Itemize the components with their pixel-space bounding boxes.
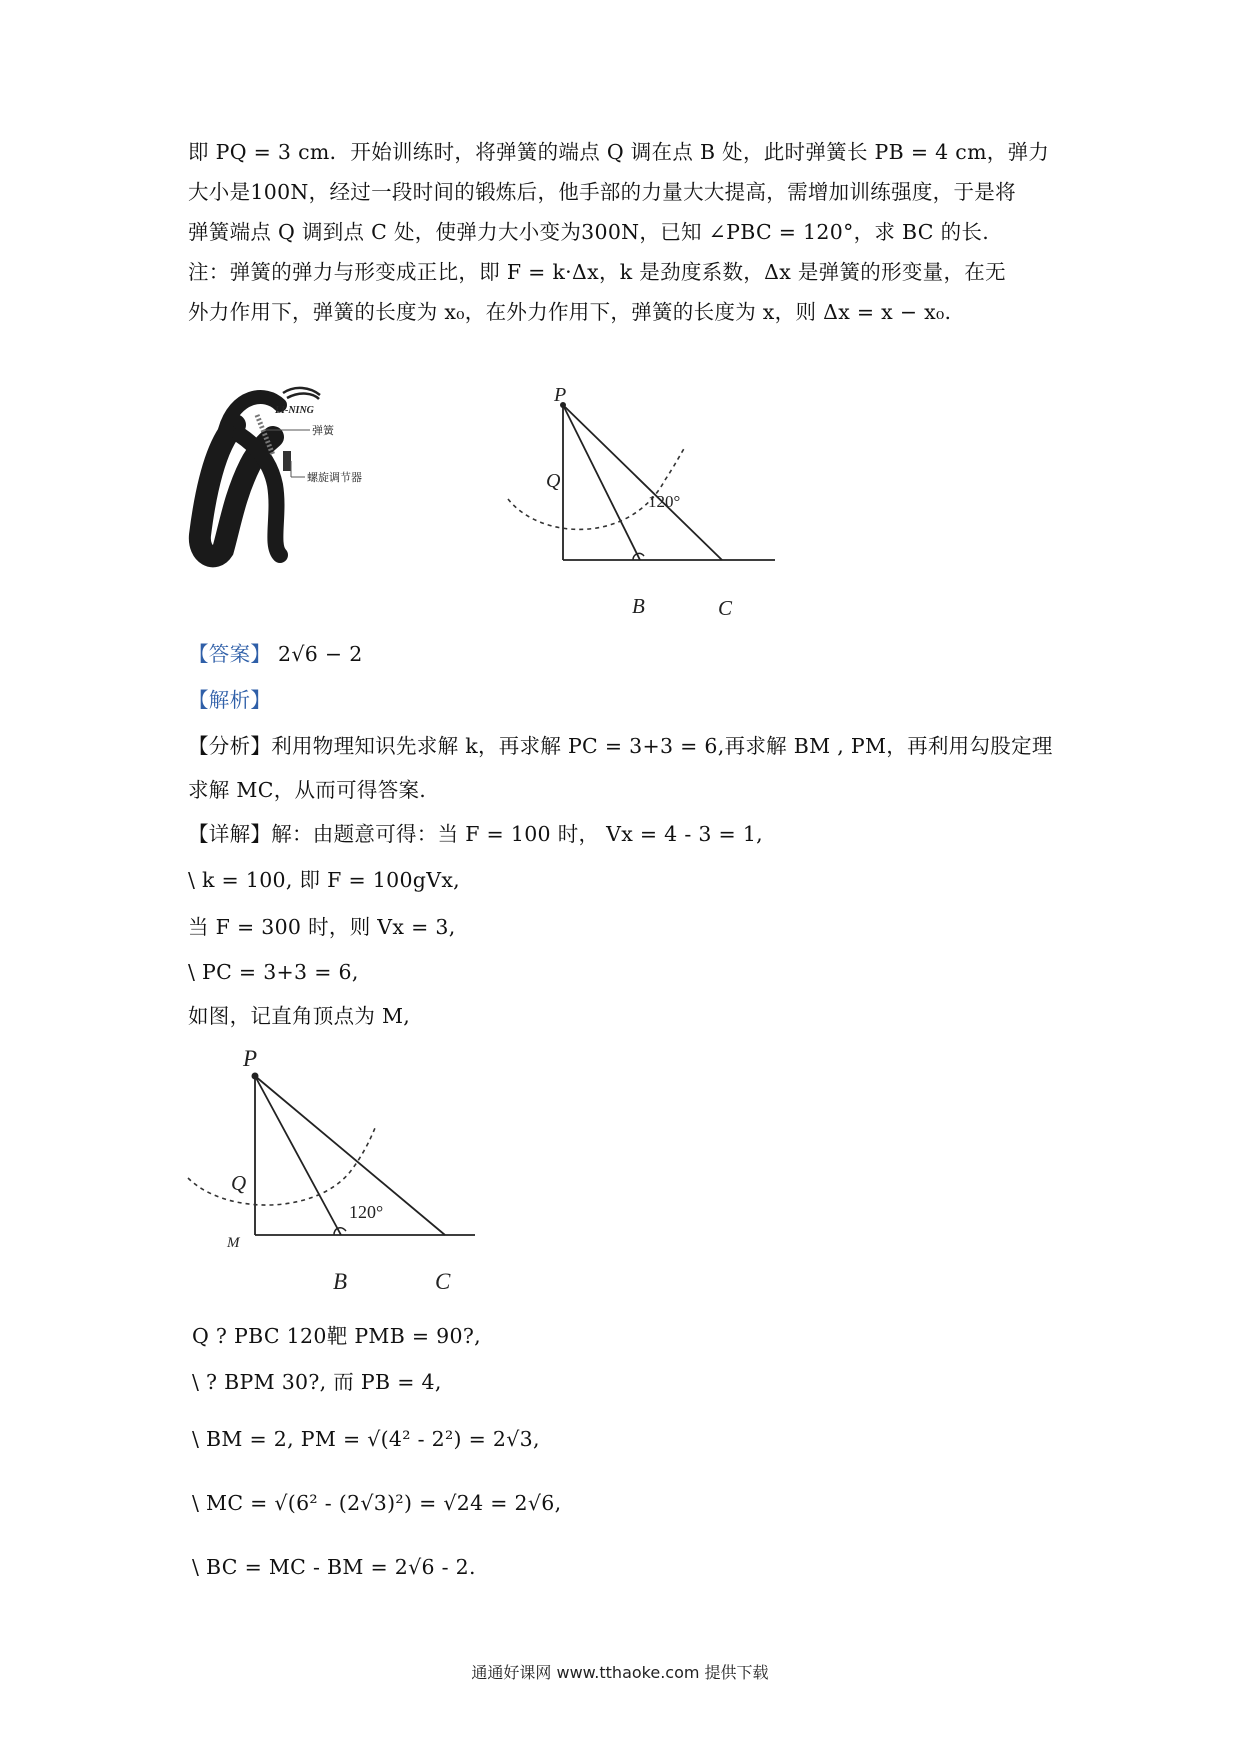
label-C: C bbox=[435, 1269, 451, 1294]
answer-value: 2√6 − 2 bbox=[278, 642, 363, 666]
adjuster-label: 螺旋调节器 bbox=[307, 472, 362, 484]
hand-gripper-figure bbox=[195, 385, 425, 585]
segment-PB bbox=[563, 405, 640, 560]
solution-line-4: \ PC = 3+3 = 6, bbox=[188, 960, 359, 984]
segment-PC bbox=[563, 405, 722, 560]
solution-line-8: \ BM = 2, PM = √(4² - 2²) = 2√3, bbox=[192, 1427, 540, 1451]
label-angle: 120° bbox=[648, 492, 681, 511]
problem-line-2: 大小是100N，经过一段时间的锻炼后，他手部的力量大大提高，需增加训练强度，于是将 bbox=[188, 180, 1016, 204]
brand-label: LI-NING bbox=[275, 405, 314, 416]
brand-logo bbox=[283, 388, 320, 399]
geometry-figure-1 bbox=[470, 384, 790, 635]
label-P: P bbox=[243, 1046, 258, 1071]
arc-dashed bbox=[188, 1128, 375, 1205]
solution-line-5: 如图，记直角顶点为 M, bbox=[188, 1004, 411, 1028]
segment-PB bbox=[255, 1076, 341, 1235]
solution-line-2: \ k = 100, 即 F = 100gVx, bbox=[188, 868, 460, 892]
label-B: B bbox=[632, 594, 645, 618]
solution-line-1: 【详解】解：由题意可得：当 F = 100 时， Vx = 4 - 3 = 1, bbox=[188, 822, 763, 846]
problem-line-5: 外力作用下，弹簧的长度为 x₀，在外力作用下，弹簧的长度为 x，则 Δx = x − x₀. bbox=[188, 300, 952, 324]
label-Q: Q bbox=[231, 1171, 247, 1195]
gripper-top bbox=[225, 397, 280, 430]
problem-line-1: 即 PQ = 3 cm．开始训练时，将弹簧的端点 Q 调在点 B 处，此时弹簧长 PB = 4 cm，弹力 bbox=[188, 140, 1050, 164]
spring-label: 弹簧 bbox=[312, 425, 334, 437]
solution-line-9: \ MC = √(6² - (2√3)²) = √24 = 2√6, bbox=[192, 1491, 562, 1515]
gripper-adjuster bbox=[283, 451, 291, 471]
solution-line-10: \ BC = MC - BM = 2√6 - 2. bbox=[192, 1555, 476, 1579]
label-Q: Q bbox=[546, 470, 561, 492]
label-angle: 120° bbox=[349, 1202, 384, 1222]
analysis-line-2: 求解 MC，从而可得答案. bbox=[188, 778, 427, 802]
point-P bbox=[252, 1073, 259, 1080]
problem-line-4: 注：弹簧的弹力与形变成正比，即 F = k·Δx，k 是劲度系数，Δx 是弹簧的形变量，在无 bbox=[188, 260, 1006, 284]
analysis-label: 【解析】 bbox=[188, 688, 272, 712]
solution-line-6: Q ? PBC 120靶 PMB = 90?, bbox=[192, 1324, 481, 1348]
geometry-figure-2 bbox=[185, 1046, 485, 1295]
label-B: B bbox=[333, 1269, 348, 1294]
label-M: M bbox=[227, 1235, 240, 1251]
page-footer: 通通好课网 www.tthaoke.com 提供下载 bbox=[471, 1663, 769, 1682]
answer-label: 【答案】 bbox=[188, 642, 272, 666]
solution-line-7: \ ? BPM 30?, 而 PB = 4, bbox=[192, 1370, 442, 1394]
label-C: C bbox=[718, 596, 733, 620]
solution-line-3: 当 F = 300 时，则 Vx = 3, bbox=[188, 915, 456, 939]
label-P: P bbox=[554, 384, 567, 406]
answer-line bbox=[188, 640, 363, 668]
analysis-line-1: 【分析】利用物理知识先求解 k，再求解 PC = 3+3 = 6,再求解 BM , PM，再利用勾股定理 bbox=[188, 734, 1053, 758]
arc-dashed bbox=[508, 447, 685, 529]
problem-line-3: 弹簧端点 Q 调到点 C 处，使弹力大小变为300N，已知 ∠PBC = 120°，求 BC 的长. bbox=[188, 220, 990, 244]
